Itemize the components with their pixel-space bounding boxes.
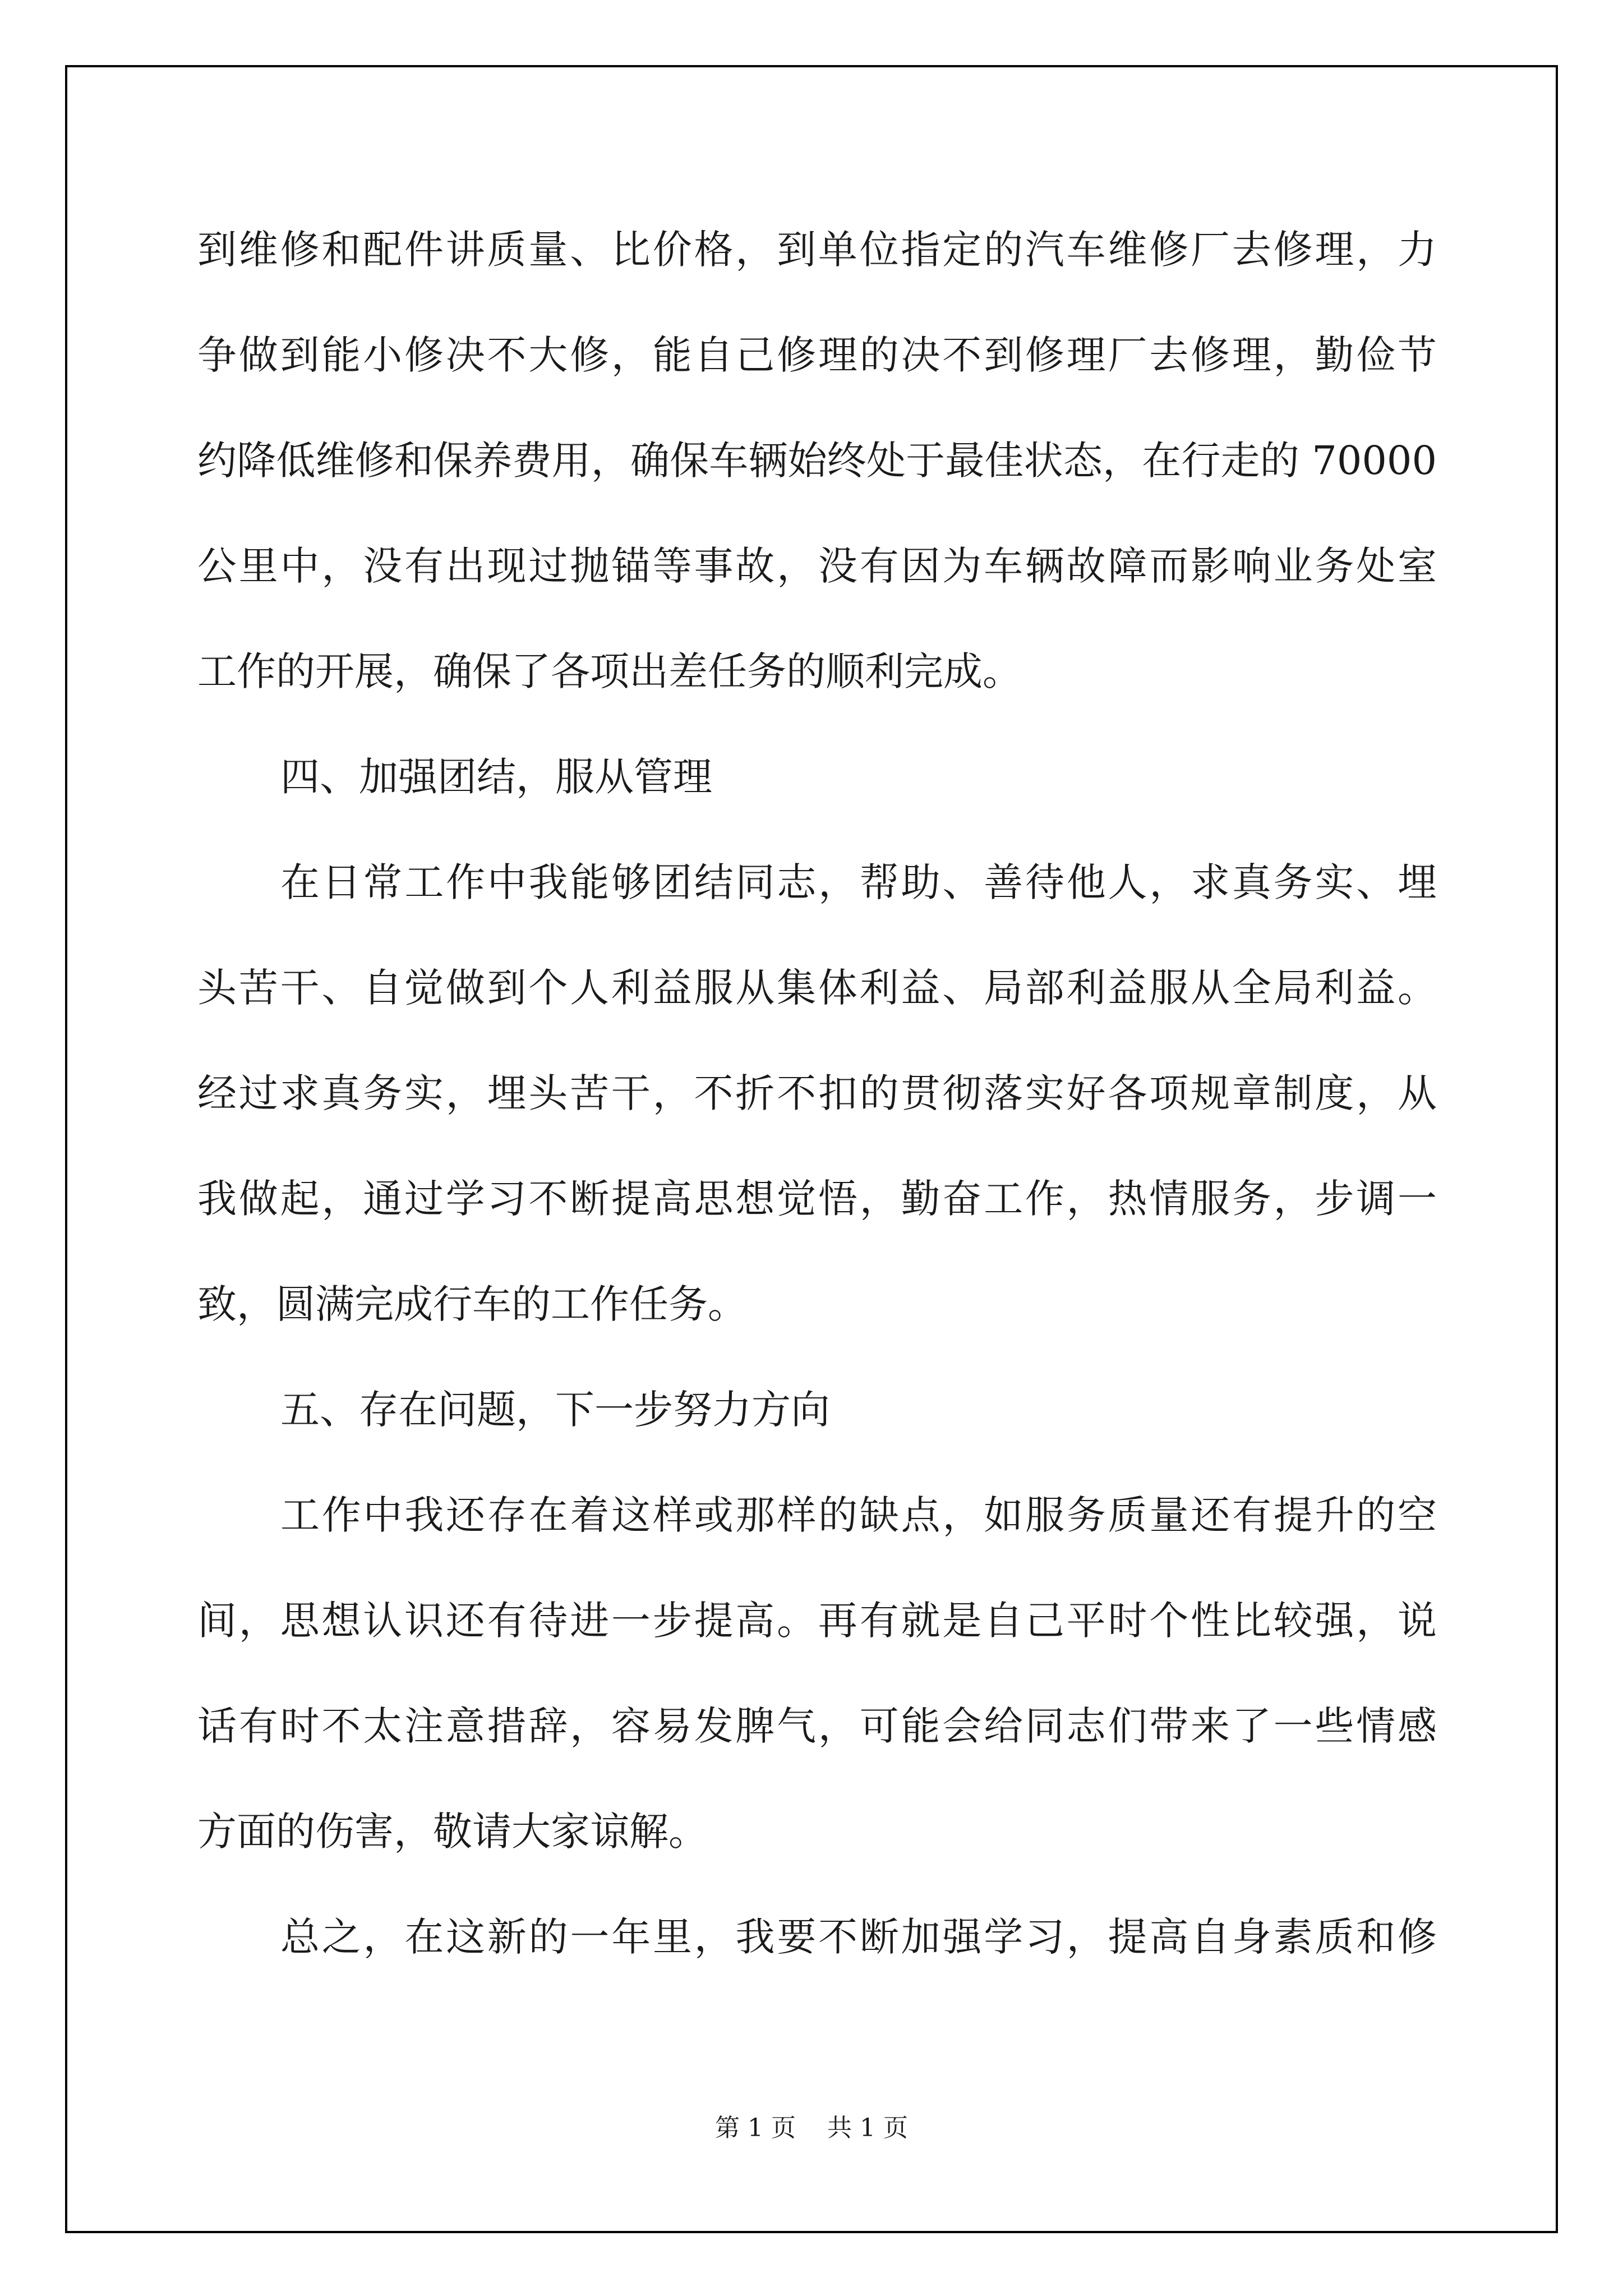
text-line: 公里中，没有出现过抛锚等事故，没有因为车辆故障而影响业务处室 — [197, 543, 1437, 589]
text-line: 工作的开展，确保了各项出差任务的顺利完成。 — [197, 648, 1022, 694]
text-line: 头苦干、自觉做到个人利益服从集体利益、局部利益服从全局利益。 — [197, 965, 1437, 1011]
text-line: 致，圆满完成行车的工作任务。 — [197, 1281, 747, 1327]
text-line: 工作中我还存在着这样或那样的缺点，如服务质量还有提升的空 — [280, 1492, 1437, 1538]
text-line: 话有时不太注意措辞，容易发脾气，可能会给同志们带来了一些情感 — [197, 1703, 1437, 1749]
text-line: 间，思想认识还有待进一步提高。再有就是自己平时个性比较强，说 — [197, 1598, 1437, 1644]
text-line: 争做到能小修决不大修，能自己修理的决不到修理厂去修理，勤俭节 — [197, 332, 1437, 378]
page-footer — [0, 2108, 1623, 2143]
text-line: 我做起，通过学习不断提高思想觉悟，勤奋工作，热情服务，步调一 — [197, 1176, 1437, 1222]
section-heading: 四、加强团结，服从管理 — [280, 754, 712, 800]
text-line: 约降低维修和保养费用，确保车辆始终处于最佳状态，在行走的 70000 — [197, 438, 1437, 484]
page-total: 共 1 页 — [827, 2114, 908, 2142]
text-line: 总之，在这新的一年里，我要不断加强学习，提高自身素质和修 — [280, 1914, 1437, 1960]
document-body — [197, 197, 1437, 1990]
section-heading: 五、存在问题，下一步努力方向 — [280, 1387, 830, 1433]
page-number: 第 1 页 — [715, 2114, 796, 2142]
text-line: 在日常工作中我能够团结同志，帮助、善待他人，求真务实、埋 — [280, 859, 1437, 905]
text-line: 到维修和配件讲质量、比价格，到单位指定的汽车维修厂去修理，力 — [197, 227, 1437, 273]
text-line: 经过求真务实，埋头苦干，不折不扣的贯彻落实好各项规章制度，从 — [197, 1070, 1437, 1116]
text-line: 方面的伤害，敬请大家谅解。 — [197, 1809, 708, 1855]
